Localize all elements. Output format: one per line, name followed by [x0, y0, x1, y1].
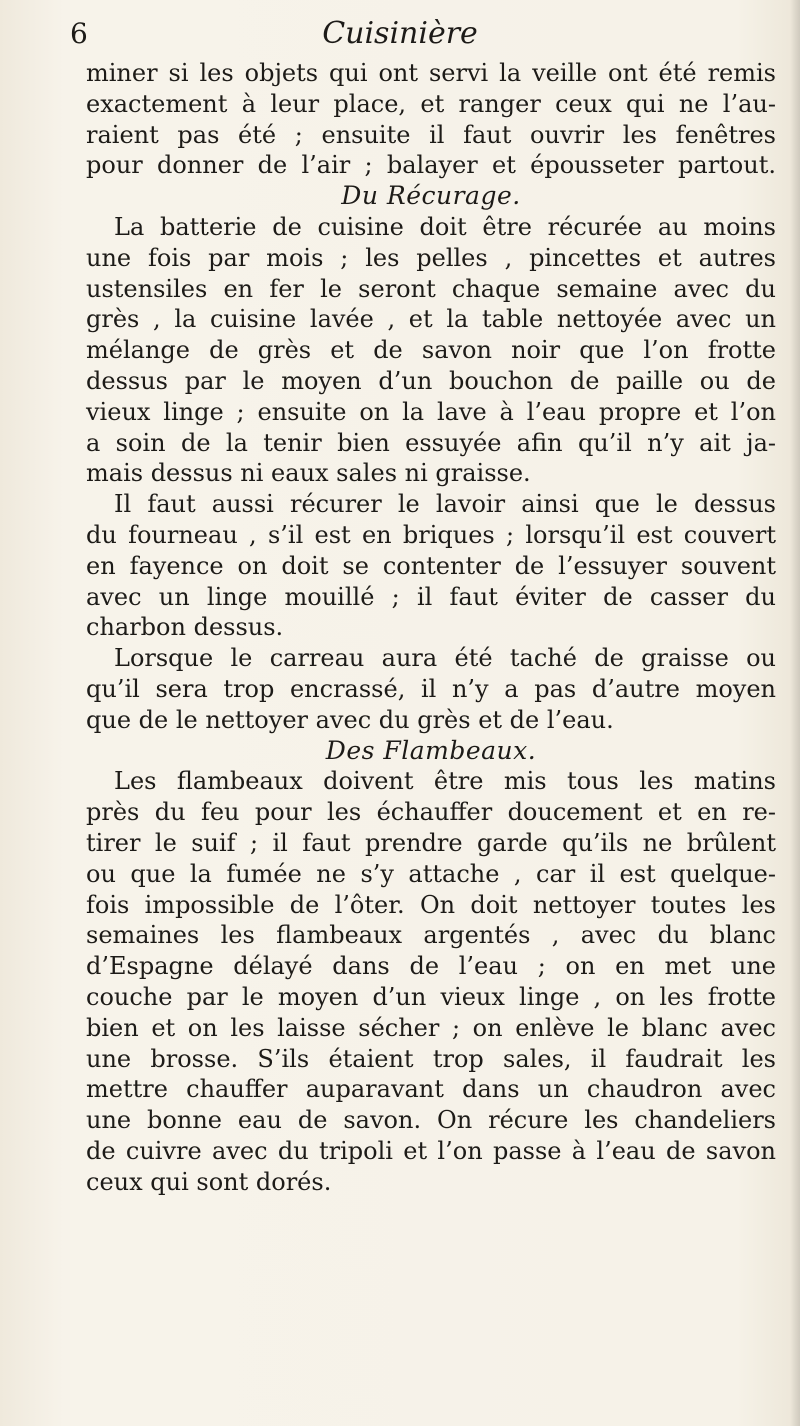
body-text	[86, 58, 776, 1197]
text-line: raient pas été ; ensuite il faut ouvrir les fenêtres	[86, 120, 776, 149]
text-line: miner si les objets qui ont servi la veille ont été remis	[86, 59, 776, 87]
text-line: fois impossible de l’ôter. On doit nettoyer toutes les	[86, 890, 776, 919]
text-line: a soin de la tenir bien essuyée afin qu’il n’y ait ja-	[86, 428, 776, 457]
text-line: une brosse. S’ils étaient trop sales, il faudrait les	[86, 1044, 776, 1073]
text-line: La batterie de cuisine doit être récurée au moins	[114, 212, 776, 241]
text-line: mais dessus ni eaux sales ni graisse.	[86, 459, 531, 488]
text-line: dessus par le moyen d’un bouchon de paille ou de	[86, 366, 776, 395]
text-line: d’Espagne délayé dans de l’eau ; on en met une	[86, 952, 776, 981]
text-line: du fourneau , s’il est en briques ; lorsqu’il est couvert	[86, 520, 776, 549]
text-line: une bonne eau de savon. On récure les chandeliers	[86, 1106, 776, 1135]
section-heading-flambeaux: Des Flambeaux.	[325, 735, 537, 765]
page-number: 6	[70, 17, 89, 50]
text-line: vieux linge ; ensuite on la lave à l’eau propre et l’on	[86, 397, 776, 426]
text-line: avec un linge mouillé ; il faut éviter de casser du	[86, 582, 776, 611]
text-line: une fois par mois ; les pelles , pincettes et autres	[86, 243, 776, 272]
text-line: Lorsque le carreau aura été taché de graisse ou	[114, 644, 776, 673]
text-line: ustensiles en fer le seront chaque semaine avec du	[86, 274, 776, 303]
text-line: tirer le suif ; il faut prendre garde qu’ils ne brûlent	[86, 828, 776, 857]
text-line: en fayence on doit se contenter de l’essuyer souvent	[86, 551, 776, 580]
text-line: près du feu pour les échauffer doucement et en re-	[86, 798, 776, 827]
page-header	[0, 14, 800, 54]
running-head: Cuisinière	[322, 16, 478, 51]
text-line: qu’il sera trop encrassé, il n’y a pas d’autre moyen	[86, 674, 776, 703]
text-line: que de le nettoyer avec du grès et de l’eau.	[86, 705, 614, 734]
text-line: bien et on les laisse sécher ; on enlève le blanc avec	[86, 1013, 776, 1042]
text-line: ou que la fumée ne s’y attache , car il est quelque-	[86, 859, 776, 888]
text-line: charbon dessus.	[86, 613, 284, 642]
text-line: Il faut aussi récurer le lavoir ainsi que le dessus	[114, 490, 776, 519]
page-edge-shadow	[790, 0, 800, 1426]
text-line: grès , la cuisine lavée , et la table nettoyée avec un	[86, 305, 776, 334]
text-line: Les flambeaux doivent être mis tous les matins	[114, 767, 776, 796]
text-line: semaines les flambeaux argentés , avec du blanc	[86, 921, 776, 950]
text-line: exactement à leur place, et ranger ceux qui ne l’au-	[86, 89, 776, 118]
section-heading-recurage: Du Récurage.	[341, 181, 521, 211]
text-line: ceux qui sont dorés.	[86, 1167, 332, 1196]
text-line: mettre chauffer auparavant dans un chaudron avec	[86, 1075, 776, 1104]
text-line: mélange de grès et de savon noir que l’on frotte	[86, 336, 776, 365]
text-line: pour donner de l’air ; balayer et épousseter partout.	[86, 151, 776, 180]
text-line: couche par le moyen d’un vieux linge , on les frotte	[86, 982, 776, 1011]
text-line: de cuivre avec du tripoli et l’on passe à l’eau de savon	[86, 1136, 776, 1165]
